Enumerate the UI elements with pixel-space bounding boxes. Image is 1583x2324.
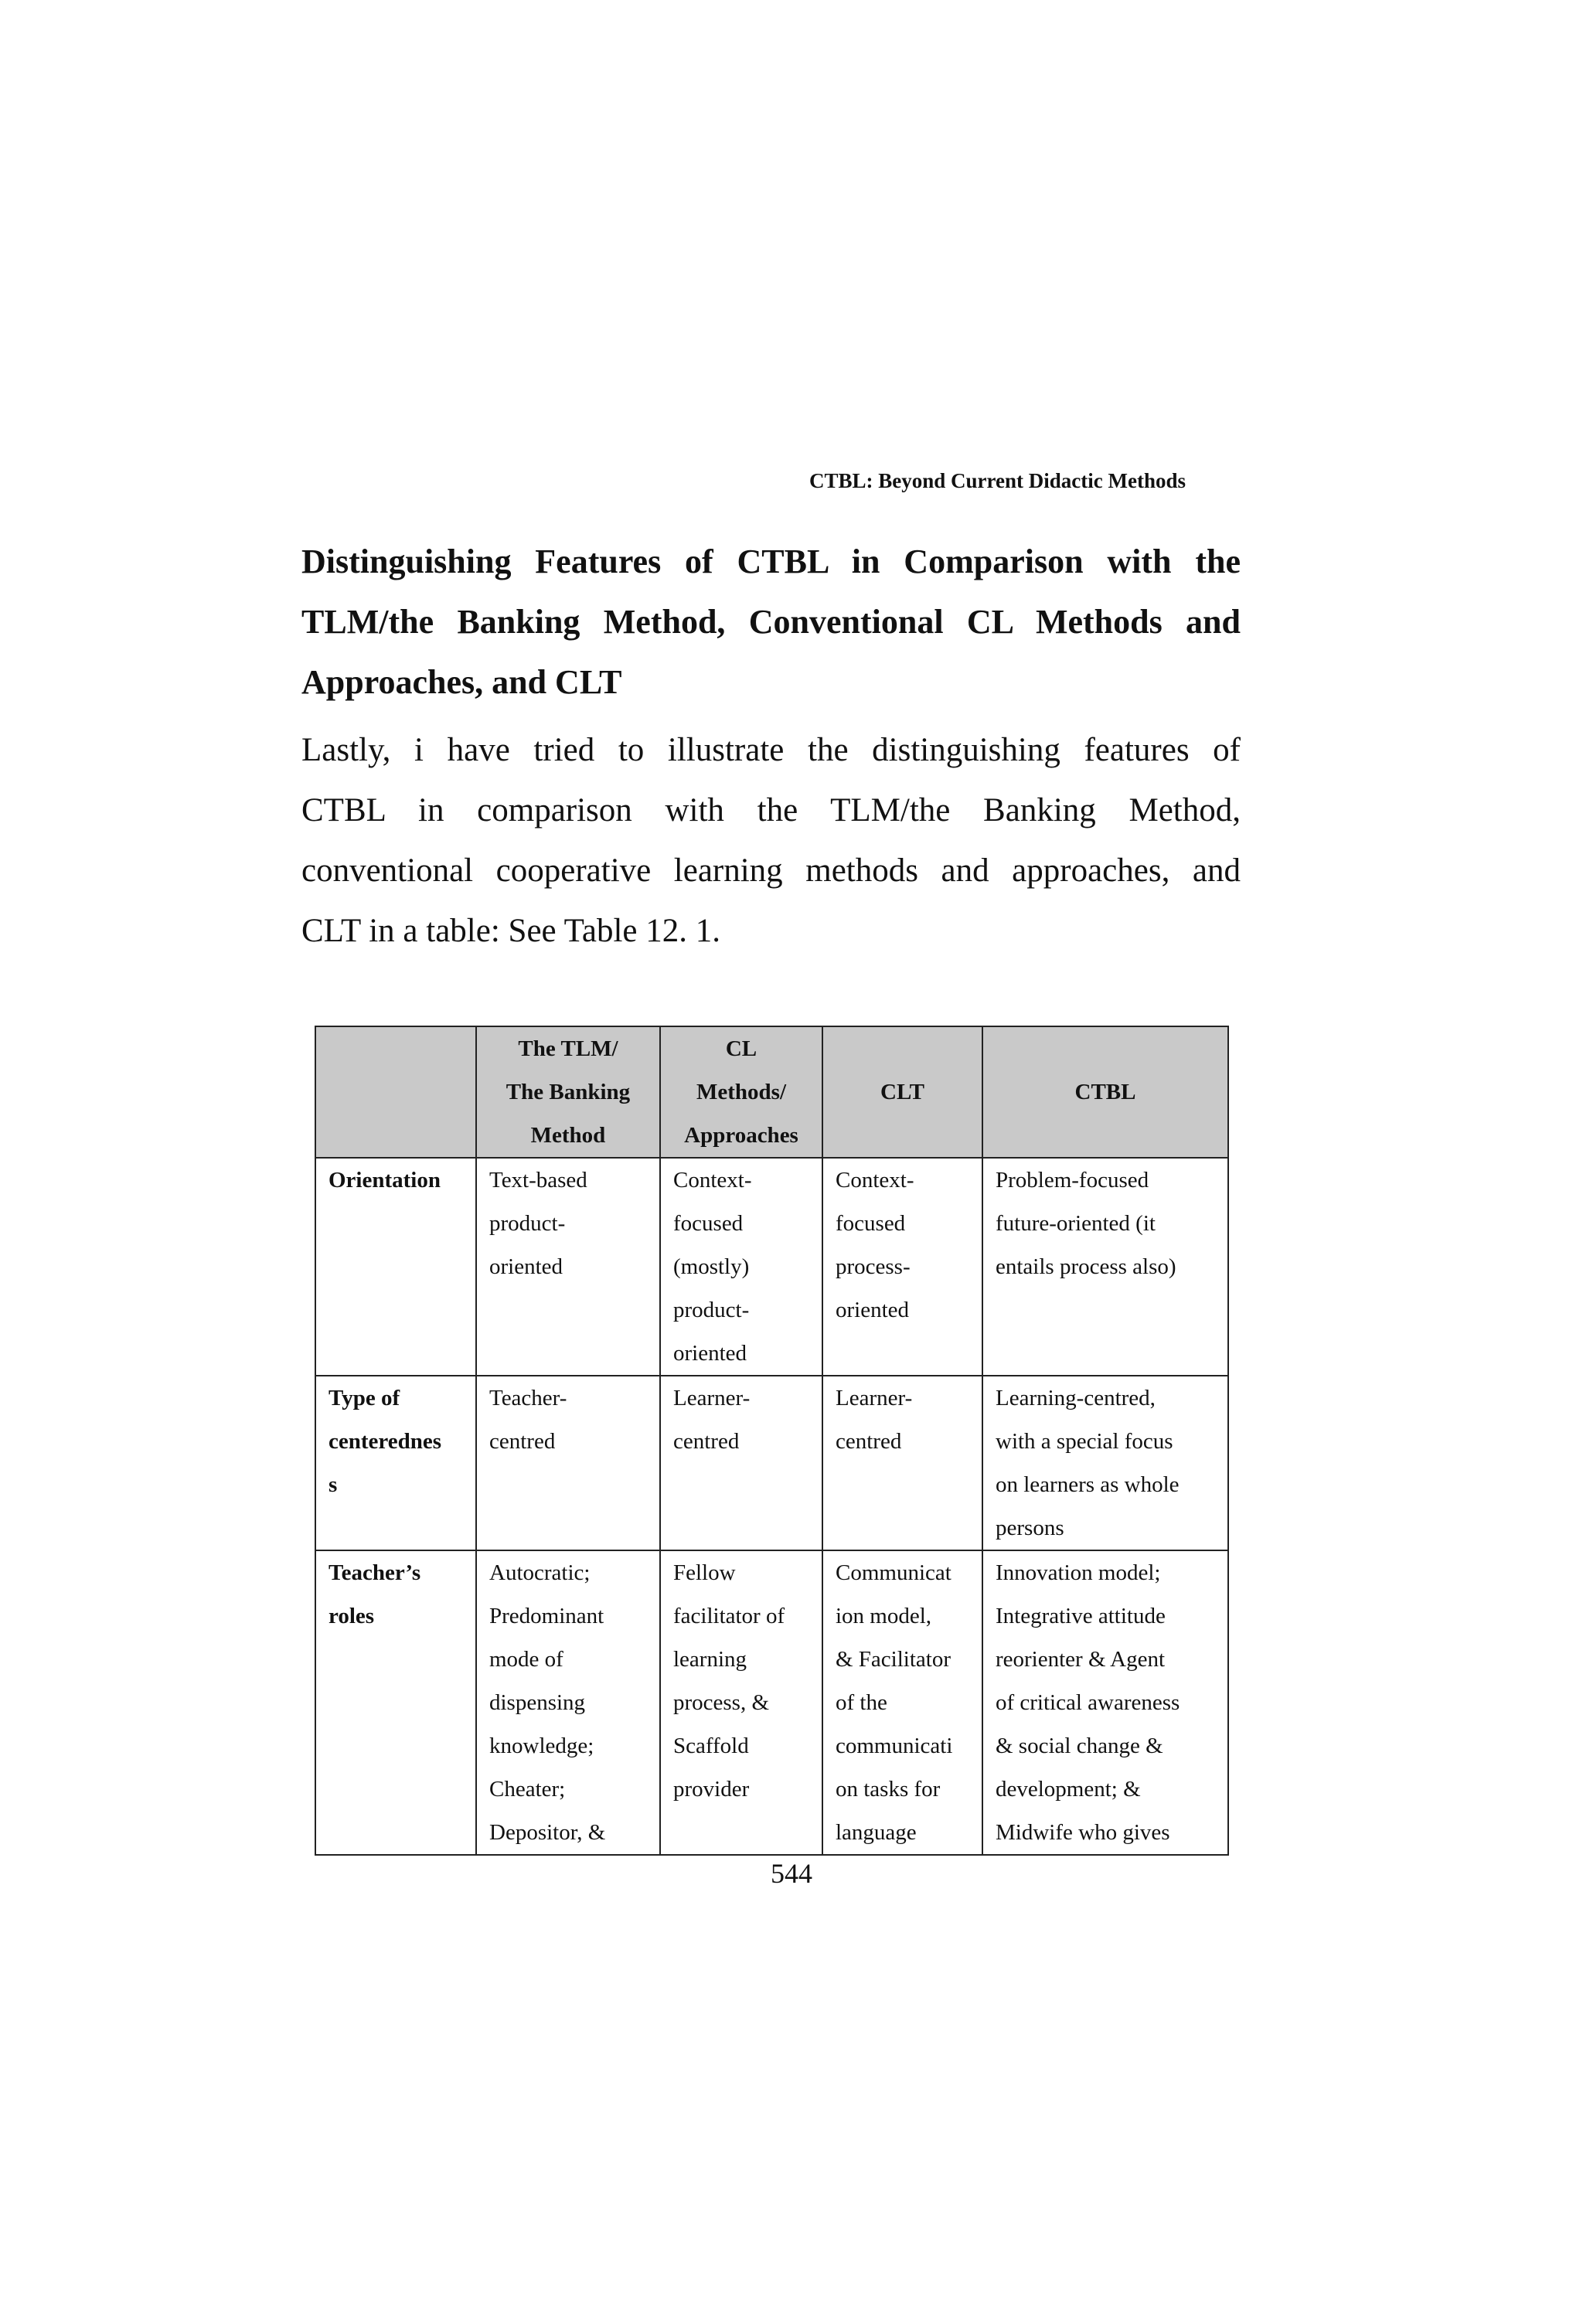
cell-line: Text-based [489,1168,587,1193]
cell-line: Context- [673,1168,752,1193]
table-cell [822,1376,982,1550]
section-heading-line: TLM/the Banking Method, Conventional CL Methods and [301,603,1241,641]
cell-line: Depositor, & [489,1820,606,1845]
cell-line: Learner- [836,1386,913,1410]
running-header: CTBL: Beyond Current Didactic Methods [809,469,1186,492]
header-line: CTBL [1074,1080,1136,1104]
table-cell [982,1550,1228,1855]
cell-line: & Facilitator [836,1647,951,1672]
row-header-line: centerednes [329,1429,442,1454]
cell-line: with a special focus [996,1429,1173,1454]
table-cell [660,1376,822,1550]
page-number: 544 [771,1858,812,1889]
cell-line: on tasks for [836,1777,941,1802]
row-header-line: s [329,1472,338,1497]
cell-line: Context- [836,1168,914,1193]
table-cell [982,1158,1228,1376]
header-line: CLT [880,1080,924,1104]
row-header-line: Orientation [329,1168,441,1193]
cell-line: product- [673,1298,750,1322]
table-row-orientation [315,1158,1228,1376]
cell-line: oriented [489,1254,563,1279]
table-body [315,1158,1228,1855]
cell-line: product- [489,1211,566,1236]
row-header-line: Teacher’s [329,1560,421,1585]
cell-line: centred [673,1429,740,1454]
cell-line: Problem-focused [996,1168,1149,1193]
column-header-ctbl [982,1026,1228,1158]
cell-line: Learning-centred, [996,1386,1156,1410]
cell-line: entails process also) [996,1254,1176,1279]
row-header-orientation [315,1158,476,1376]
cell-line: communicati [836,1734,953,1758]
header-line: The Banking [506,1080,631,1104]
cell-line: (mostly) [673,1254,750,1279]
cell-line: on learners as whole [996,1472,1180,1497]
cell-line: Predominant [489,1604,604,1628]
cell-line: Teacher- [489,1386,567,1410]
cell-line: persons [996,1516,1064,1540]
cell-line: of critical awareness [996,1690,1180,1715]
table-cell [822,1550,982,1855]
header-line: CL [725,1036,757,1061]
cell-line: development; & [996,1777,1141,1802]
cell-line: of the [836,1690,887,1715]
cell-line: provider [673,1777,750,1802]
cell-line: centred [836,1429,902,1454]
cell-line: facilitator of [673,1604,785,1628]
cell-line: focused [836,1211,906,1236]
cell-line: mode of [489,1647,563,1672]
cell-line: Learner- [673,1386,751,1410]
table-header [315,1026,1228,1158]
column-header-empty [315,1026,476,1158]
cell-line: Communicat [836,1560,952,1585]
section-heading [301,532,1241,713]
cell-line: ion model, [836,1604,932,1628]
row-header-line: roles [329,1604,375,1628]
column-header-cl [660,1026,822,1158]
cell-line: & social change & [996,1734,1163,1758]
header-line: The TLM/ [518,1036,618,1061]
table-cell [822,1158,982,1376]
paragraph-line: CTBL in comparison with the TLM/the Banking Method, [301,792,1241,829]
cell-line: future-oriented (it [996,1211,1156,1236]
cell-line: language [836,1820,917,1845]
cell-line: Scaffold [673,1734,749,1758]
cell-line: Fellow [673,1560,736,1585]
table-cell [660,1550,822,1855]
header-line: Approaches [684,1123,798,1148]
table-cell [476,1550,660,1855]
cell-line: Midwife who gives [996,1820,1170,1845]
cell-line: Autocratic; [489,1560,591,1585]
paragraph-line: conventional cooperative learning methods and approaches, and [301,852,1241,889]
cell-line: Cheater; [489,1777,566,1802]
header-line: Method [530,1123,606,1148]
cell-line: oriented [836,1298,910,1322]
section-heading-line: Approaches, and CLT [301,663,622,701]
cell-line: knowledge; [489,1734,594,1758]
row-header-centeredness [315,1376,476,1550]
cell-line: Innovation model; [996,1560,1161,1585]
row-header-line: Type of [329,1386,400,1410]
column-header-tlm [476,1026,660,1158]
cell-line: oriented [673,1341,747,1366]
header-line: Methods/ [696,1080,786,1104]
row-header-teacher-roles [315,1550,476,1855]
cell-line: learning [673,1647,747,1672]
table-header-row [315,1026,1228,1158]
section-heading-line: Distinguishing Features of CTBL in Comparison with the [301,543,1241,580]
cell-line: focused [673,1211,744,1236]
table-row-centeredness [315,1376,1228,1550]
table-cell [660,1158,822,1376]
paragraph-line: Lastly, i have tried to illustrate the distinguishing features of [301,732,1241,768]
cell-line: process, & [673,1690,770,1715]
table-cell [476,1376,660,1550]
cell-line: process- [836,1254,911,1279]
column-header-clt [822,1026,982,1158]
comparison-table [315,1026,1229,1856]
cell-line: Integrative attitude [996,1604,1166,1628]
cell-line: dispensing [489,1690,586,1715]
paragraph-line: CLT in a table: See Table 12. 1. [301,913,720,949]
table-row-teacher-roles [315,1550,1228,1855]
cell-line: reorienter & Agent [996,1647,1166,1672]
body-paragraph [301,720,1241,961]
cell-line: centred [489,1429,556,1454]
table-cell [982,1376,1228,1550]
table-cell [476,1158,660,1376]
